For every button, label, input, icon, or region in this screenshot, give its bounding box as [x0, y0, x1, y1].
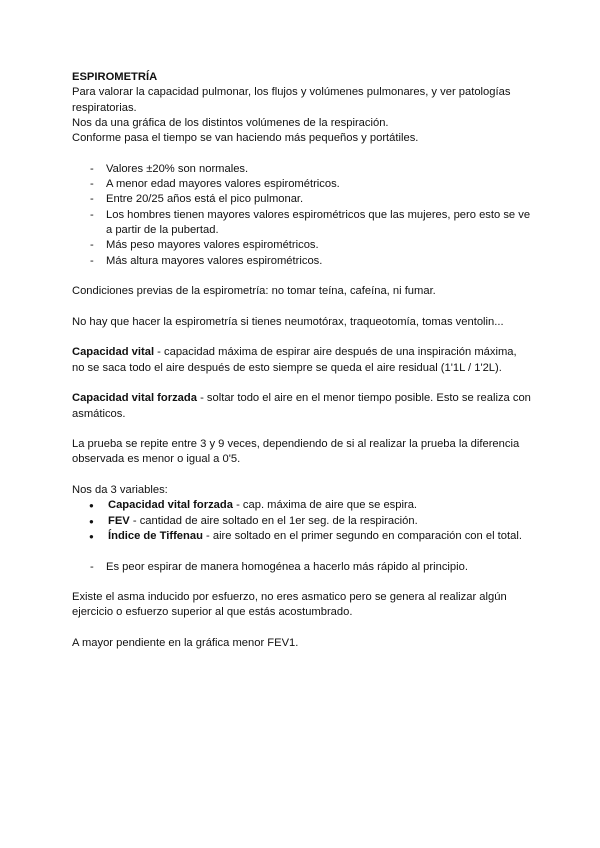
- variable-term: FEV: [108, 514, 130, 527]
- variables-list: [72, 498, 532, 544]
- list-item: - Los hombres tienen mayores valores espirométricos que las mujeres, pero esto se ve a partir de la pubertad.: [72, 208, 532, 239]
- vital-capacity-term: Capacidad vital: [72, 346, 155, 359]
- list-item: - Más altura mayores valores espirométricos.: [72, 254, 532, 269]
- list-item: [72, 514, 532, 529]
- intro-line-2: Nos da una gráfica de los distintos volúmenes de la respiración.: [72, 116, 389, 129]
- forced-vital-capacity-text: - soltar todo el aire en el menor tiempo posible. Esto se realiza con asmáticos.: [72, 392, 531, 420]
- variable-term: Índice de Tiffenau: [108, 529, 203, 542]
- variables-intro: Nos da 3 variables:: [72, 484, 168, 497]
- repeat-paragraph: La prueba se repite entre 3 y 9 veces, dependiendo de si al realizar la prueba la diferencia observada es menor o igual a 0'5.: [72, 438, 520, 466]
- list-item: - Más peso mayores valores espirométricos.: [72, 238, 532, 253]
- forced-vital-capacity-term: Capacidad vital forzada: [72, 392, 197, 405]
- variable-term: Capacidad vital forzada: [108, 499, 233, 512]
- expiration-list: [72, 560, 532, 575]
- conditions-paragraph: Condiciones previas de la espirometría: no tomar teína, cafeína, ni fumar.: [72, 285, 436, 298]
- document-content: [72, 70, 532, 651]
- list-item: [72, 498, 532, 513]
- vital-capacity-text: - capacidad máxima de espirar aire después de una inspiración máxima, no se saca todo el aire después de esto siempre se queda el aire residual (1'1L / 1'2L).: [72, 346, 517, 374]
- slope-paragraph: A mayor pendiente en la gráfica menor FEV1.: [72, 636, 299, 649]
- intro-line-3: Conforme pasa el tiempo se van haciendo más pequeños y portátiles.: [72, 132, 419, 145]
- asthma-paragraph: Existe el asma inducido por esfuerzo, no eres asmatico pero se genera al realizar algún ejercicio o esfuerzo superior al que estás acostumbrado.: [72, 591, 507, 619]
- list-item: - Entre 20/25 años está el pico pulmonar.: [72, 192, 532, 207]
- forced-vital-capacity-paragraph: [72, 391, 532, 422]
- intro-line-1: Para valorar la capacidad pulmonar, los flujos y volúmenes pulmonares, y ver patologías respiratorias.: [72, 86, 511, 114]
- variable-text: - cantidad de aire soltado en el 1er seg. de la respiración.: [129, 514, 418, 527]
- list-item: - A menor edad mayores valores espirométricos.: [72, 177, 532, 192]
- vital-capacity-paragraph: [72, 345, 532, 376]
- list-item: [72, 529, 532, 544]
- factors-list: [72, 162, 532, 269]
- document-title: ESPIROMETRÍA: [72, 71, 158, 83]
- variable-text: - aire soltado en el primer segundo en comparación con el total.: [202, 529, 522, 542]
- variable-text: - cap. máxima de aire que se espira.: [232, 499, 418, 512]
- contraindications-paragraph: No hay que hacer la espirometría si tienes neumotórax, traqueotomía, tomas ventolin...: [72, 315, 504, 328]
- list-item: - Es peor espirar de manera homogénea a hacerlo más rápido al principio.: [72, 560, 532, 575]
- list-item: - Valores ±20% son normales.: [72, 162, 532, 177]
